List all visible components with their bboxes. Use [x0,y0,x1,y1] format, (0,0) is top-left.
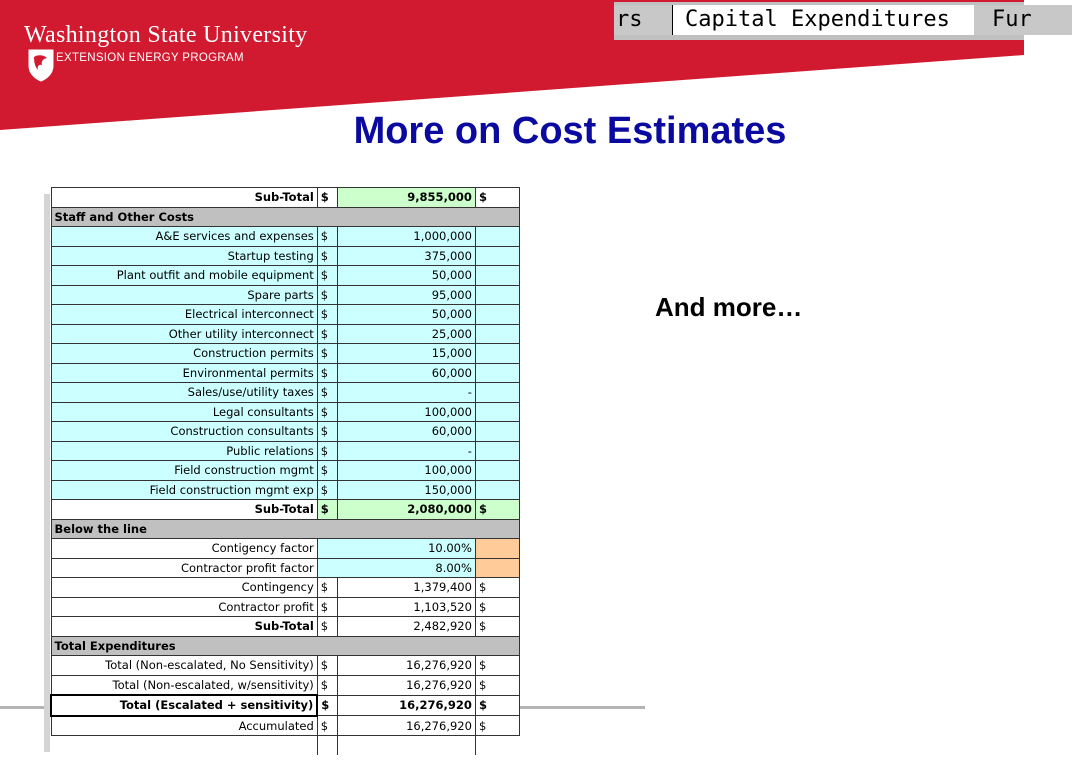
row-extra: $ [475,675,519,695]
table-row [51,285,520,305]
row-value: 1,103,520 [337,597,475,617]
row-currency: $ [317,285,337,305]
row-currency: $ [317,578,337,598]
below-subtotal-currency: $ [317,617,337,637]
factor-label: Contractor profit factor [51,558,317,578]
table-row-staff-subtotal [51,500,520,520]
factor-value: 10.00% [317,539,475,559]
empty-cell [475,736,519,755]
cost-table [50,187,520,755]
table-row-top-subtotal [51,188,520,208]
top-subtotal-label: Sub-Total [51,188,317,208]
accumulated-extra: $ [475,716,519,736]
table-row [51,441,520,461]
below-section-title: Below the line [51,519,520,539]
row-currency: $ [317,461,337,481]
table-row [51,578,520,598]
row-value: 375,000 [337,246,475,266]
row-value: 50,000 [337,266,475,286]
row-empty [475,363,519,383]
table-row [51,656,520,676]
row-label: Contingency [51,578,317,598]
row-value: 100,000 [337,402,475,422]
row-label: Electrical interconnect [51,305,317,325]
sheet-tabs [614,2,1032,40]
row-value: 60,000 [337,422,475,442]
side-text: And more… [655,292,803,322]
row-empty [475,461,519,481]
tab-next[interactable]: Fur [974,5,1072,35]
row-currency: $ [317,597,337,617]
row-currency: $ [317,480,337,500]
escalated-label: Total (Escalated + sensitivity) [51,695,317,716]
row-empty [475,441,519,461]
below-subtotal-extra: $ [475,617,519,637]
table-row [51,402,520,422]
table-row [51,461,520,481]
row-empty [475,305,519,325]
row-currency: $ [317,363,337,383]
table-row [51,675,520,695]
row-value: 1,000,000 [337,227,475,247]
row-value: 100,000 [337,461,475,481]
row-value: 50,000 [337,305,475,325]
row-currency: $ [317,305,337,325]
table-row [51,363,520,383]
row-empty [475,422,519,442]
tab-previous[interactable]: rs [614,5,672,35]
row-empty [475,324,519,344]
row-value: - [337,383,475,403]
row-extra: $ [475,656,519,676]
accumulated-label: Accumulated [51,716,317,736]
row-empty [475,480,519,500]
staff-section-title: Staff and Other Costs [51,207,520,227]
row-value: 16,276,920 [337,656,475,676]
university-name: Washington State University [24,22,308,48]
row-label: Spare parts [51,285,317,305]
staff-subtotal-extra: $ [475,500,519,520]
row-empty [475,285,519,305]
row-value: - [337,441,475,461]
row-value: 15,000 [337,344,475,364]
row-empty [475,402,519,422]
escalated-value: 16,276,920 [337,695,475,716]
table-row [51,383,520,403]
top-subtotal-value: 9,855,000 [337,188,475,208]
row-empty [475,266,519,286]
wsu-shield-icon [28,48,54,82]
table-row [51,305,520,325]
university-brand [24,22,307,64]
footer-rule-left [0,706,44,709]
program-name: EXTENSION ENERGY PROGRAM [56,52,244,64]
escalated-extra: $ [475,695,519,716]
cost-spreadsheet [44,190,519,752]
accumulated-value: 16,276,920 [337,716,475,736]
table-row-factor [51,558,520,578]
row-value: 60,000 [337,363,475,383]
slide-title: More on Cost Estimates [353,110,787,152]
factor-value: 8.00% [317,558,475,578]
staff-subtotal-currency: $ [317,500,337,520]
row-currency: $ [317,422,337,442]
table-row [51,227,520,247]
row-value: 1,379,400 [337,578,475,598]
row-currency: $ [317,227,337,247]
empty-cell [337,736,475,755]
row-currency: $ [317,402,337,422]
row-label: Total (Non-escalated, No Sensitivity) [51,656,317,676]
table-row-escalated [51,695,520,716]
table-row-factor [51,539,520,559]
row-label: Other utility interconnect [51,324,317,344]
row-value: 25,000 [337,324,475,344]
table-row-empty [51,736,520,755]
row-value: 95,000 [337,285,475,305]
row-label: Contractor profit [51,597,317,617]
below-subtotal-value: 2,482,920 [337,617,475,637]
row-currency: $ [317,246,337,266]
staff-subtotal-value: 2,080,000 [337,500,475,520]
row-currency: $ [317,441,337,461]
row-value: 150,000 [337,480,475,500]
accumulated-currency: $ [317,716,337,736]
top-subtotal-currency: $ [317,188,337,208]
row-label: Public relations [51,441,317,461]
row-label: Startup testing [51,246,317,266]
row-value: 16,276,920 [337,675,475,695]
section-header-staff [51,207,520,227]
row-extra: $ [475,578,519,598]
table-row [51,246,520,266]
row-label: Environmental permits [51,363,317,383]
tab-capital-expenditures[interactable]: Capital Expenditures [672,5,984,35]
row-label: Construction consultants [51,422,317,442]
empty-cell [51,736,317,755]
row-currency: $ [317,324,337,344]
row-label: Plant outfit and mobile equipment [51,266,317,286]
section-header-total [51,636,520,656]
staff-subtotal-label: Sub-Total [51,500,317,520]
factor-input-cell [475,539,519,559]
table-row-accumulated [51,716,520,736]
table-row [51,422,520,442]
row-empty [475,246,519,266]
row-label: Field construction mgmt exp [51,480,317,500]
footer-rule-right [519,706,645,709]
row-empty [475,227,519,247]
row-empty [475,344,519,364]
row-currency: $ [317,383,337,403]
row-currency: $ [317,344,337,364]
row-label: A&E services and expenses [51,227,317,247]
table-row-below-subtotal [51,617,520,637]
total-section-title: Total Expenditures [51,636,520,656]
row-label: Construction permits [51,344,317,364]
factor-input-cell [475,558,519,578]
row-label: Field construction mgmt [51,461,317,481]
factor-label: Contigency factor [51,539,317,559]
top-subtotal-extra: $ [475,188,519,208]
table-row [51,266,520,286]
row-currency: $ [317,675,337,695]
row-label: Total (Non-escalated, w/sensitivity) [51,675,317,695]
row-extra: $ [475,597,519,617]
section-header-below [51,519,520,539]
table-row [51,344,520,364]
row-currency: $ [317,266,337,286]
row-label: Legal consultants [51,402,317,422]
escalated-currency: $ [317,695,337,716]
below-subtotal-label: Sub-Total [51,617,317,637]
row-label: Sales/use/utility taxes [51,383,317,403]
table-row [51,324,520,344]
row-currency: $ [317,656,337,676]
row-empty [475,383,519,403]
empty-cell [317,736,337,755]
table-row [51,597,520,617]
table-row [51,480,520,500]
